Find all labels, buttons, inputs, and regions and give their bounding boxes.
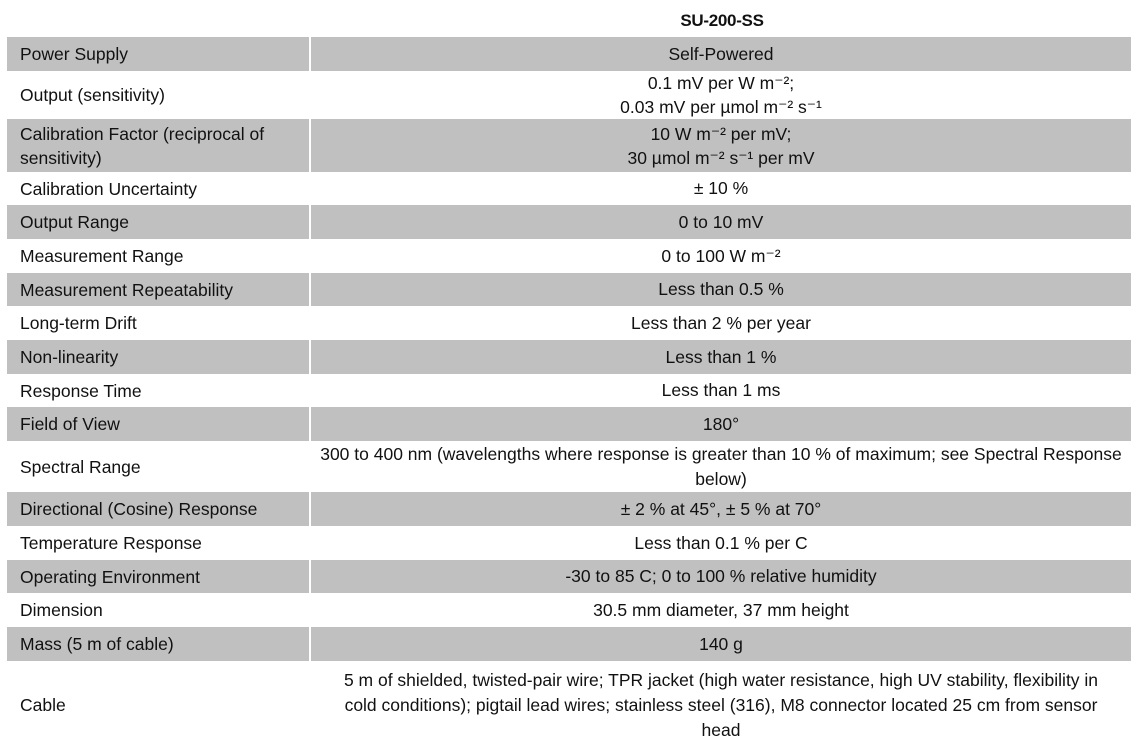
- row-response-time: [7, 374, 1131, 407]
- row-value: 30.5 mm diameter, 37 mm height: [593, 599, 849, 620]
- row-value: ± 10 %: [693, 178, 749, 198]
- value-line: 30 µmol m⁻² s⁻¹ per mV: [627, 147, 815, 168]
- row-value: Less than 0.5 %: [311, 273, 1131, 306]
- row-value: 0 to 100 W m⁻²: [661, 245, 781, 266]
- value-line: 0.1 mV per W m⁻²;: [647, 73, 795, 93]
- row-label: Cable: [20, 695, 66, 715]
- row-operating-environment: [7, 560, 1131, 593]
- row-output-sensitivity: [7, 71, 1131, 119]
- row-long-term-drift: [7, 306, 1131, 340]
- row-value: Self-Powered: [311, 37, 1131, 71]
- row-dimension: [7, 593, 1131, 627]
- row-label: Dimension: [20, 600, 103, 620]
- row-power-supply: [7, 37, 1131, 71]
- row-value: 140 g: [311, 627, 1131, 661]
- row-label: Mass (5 m of cable): [7, 627, 309, 661]
- row-cable: [7, 661, 1131, 749]
- row-value: [311, 71, 1131, 119]
- row-label: Non-linearity: [7, 340, 309, 374]
- row-non-linearity: [7, 340, 1131, 374]
- row-field-of-view: [7, 407, 1131, 441]
- row-value: 300 to 400 nm (wavelengths where response is greater than 10 % of maximum; see Spectral Response below): [320, 443, 1122, 489]
- row-label: Long-term Drift: [20, 313, 137, 333]
- row-label: Temperature Response: [20, 533, 202, 553]
- value-line: 10 W m⁻² per mV;: [650, 123, 792, 144]
- row-label: Calibration Factor (reciprocal of sensitivity): [7, 119, 309, 172]
- row-output-range: [7, 205, 1131, 239]
- row-value: 5 m of shielded, twisted-pair wire; TPR jacket (high water resistance, high UV stability, flexibility in cold conditions); pigtail lead wires; stainless steel (316), M8 connector located 25 cm from sensor head: [343, 669, 1099, 740]
- row-label: Output Range: [7, 205, 309, 239]
- row-label: Output (sensitivity): [20, 85, 165, 105]
- row-directional-response: [7, 492, 1131, 526]
- row-value: [311, 119, 1131, 172]
- row-measurement-range: [7, 239, 1131, 273]
- row-label: Response Time: [20, 380, 142, 401]
- row-value: Less than 0.1 % per C: [634, 532, 808, 553]
- row-value: ± 2 % at 45°, ± 5 % at 70°: [311, 492, 1131, 526]
- row-mass: [7, 627, 1131, 661]
- row-label: Calibration Uncertainty: [20, 178, 198, 199]
- spec-table: [7, 0, 1131, 749]
- row-label: Measurement Repeatability: [7, 273, 309, 306]
- row-label: Directional (Cosine) Response: [7, 492, 309, 526]
- row-temperature-response: [7, 526, 1131, 560]
- row-calibration-factor: [7, 119, 1131, 172]
- row-label: Operating Environment: [7, 560, 309, 593]
- row-value: Less than 1 %: [311, 340, 1131, 374]
- row-value: 0 to 10 mV: [311, 205, 1131, 239]
- row-spectral-range: [7, 441, 1131, 492]
- table-header: [7, 0, 1131, 37]
- row-label: Spectral Range: [20, 456, 141, 477]
- row-label: Power Supply: [7, 37, 309, 71]
- row-value: Less than 1 ms: [661, 380, 781, 400]
- row-value: 180°: [311, 407, 1131, 441]
- model-header: SU-200-SS: [680, 11, 764, 30]
- row-measurement-repeatability: [7, 273, 1131, 306]
- value-line: 0.03 mV per µmol m⁻² s⁻¹: [620, 97, 822, 117]
- row-label: Measurement Range: [20, 246, 184, 266]
- row-calibration-uncertainty: [7, 172, 1131, 205]
- row-value: -30 to 85 C; 0 to 100 % relative humidity: [311, 560, 1131, 593]
- row-label: Field of View: [7, 407, 309, 441]
- row-value: Less than 2 % per year: [631, 312, 811, 333]
